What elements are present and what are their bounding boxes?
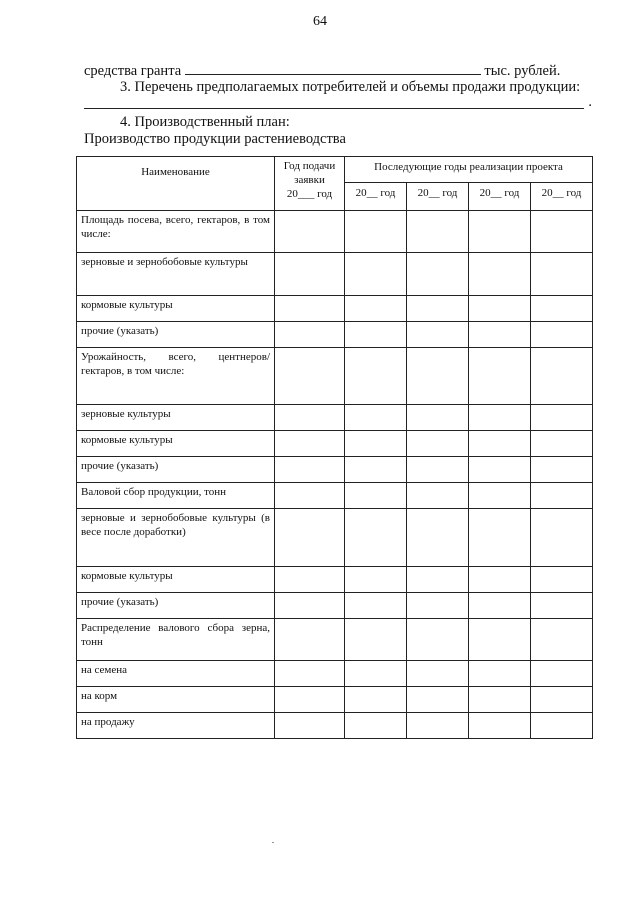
table-cell	[275, 457, 345, 483]
header-year-col: 20__ год	[469, 183, 531, 211]
table-cell	[407, 483, 469, 509]
header-application-year-line1: Год подачи	[283, 160, 336, 172]
table-cell	[345, 322, 407, 348]
table-cell	[531, 687, 593, 713]
table-cell	[469, 457, 531, 483]
table-cell	[469, 253, 531, 296]
table-cell	[407, 322, 469, 348]
table-cell	[275, 348, 345, 405]
table-cell	[407, 296, 469, 322]
row-label: на семена	[77, 661, 275, 687]
table-cell	[345, 457, 407, 483]
table-cell	[345, 687, 407, 713]
header-year-col: 20__ год	[345, 183, 407, 211]
consumers-blank-period: .	[588, 94, 592, 110]
table-cell	[345, 348, 407, 405]
table-cell	[345, 296, 407, 322]
table-cell	[469, 483, 531, 509]
item-3-heading: 3. Перечень предполагаемых потребителей и объемы продажи продукции:	[120, 79, 581, 95]
table-cell	[531, 619, 593, 661]
table-cell	[469, 348, 531, 405]
table-cell	[345, 661, 407, 687]
table-cell	[531, 296, 593, 322]
table-cell	[407, 211, 469, 253]
grant-line-prefix: средства гранта	[84, 63, 182, 79]
table-cell	[531, 593, 593, 619]
table-cell	[345, 253, 407, 296]
table-row	[77, 457, 593, 483]
table-row	[77, 593, 593, 619]
header-application-year-line3: 20___ год	[286, 188, 333, 200]
page-number: 64	[313, 14, 327, 29]
row-label: зерновые и зернобобовые культуры	[77, 253, 275, 296]
row-label: кормовые культуры	[77, 431, 275, 457]
table-cell	[275, 661, 345, 687]
table-row	[77, 211, 593, 253]
table-cell	[407, 593, 469, 619]
table-cell	[469, 405, 531, 431]
consumers-blank-line	[84, 95, 592, 109]
table-cell	[275, 405, 345, 431]
table-cell	[275, 713, 345, 739]
table-cell	[469, 509, 531, 567]
table-cell	[275, 431, 345, 457]
row-label: зерновые культуры	[77, 405, 275, 431]
table-row	[77, 661, 593, 687]
table-cell	[345, 405, 407, 431]
table-cell	[531, 211, 593, 253]
table-cell	[531, 405, 593, 431]
table-cell	[345, 593, 407, 619]
table-cell	[469, 593, 531, 619]
table-cell	[531, 713, 593, 739]
row-label: Урожайность, всего, центнеров/гектаров, в том числе:	[77, 348, 275, 405]
table-cell	[407, 567, 469, 593]
table-cell	[407, 405, 469, 431]
row-label: Площадь посева, всего, гектаров, в том числе:	[77, 211, 275, 253]
header-year-col: 20__ год	[407, 183, 469, 211]
table-cell	[345, 509, 407, 567]
table-cell	[345, 211, 407, 253]
table-row	[77, 405, 593, 431]
table-cell	[345, 431, 407, 457]
table-cell	[275, 253, 345, 296]
table-row	[77, 483, 593, 509]
table-cell	[469, 567, 531, 593]
table-cell	[407, 348, 469, 405]
table-cell	[275, 619, 345, 661]
row-label: Валовой сбор продукции, тонн	[77, 483, 275, 509]
table-row	[77, 567, 593, 593]
row-label: прочие (указать)	[77, 593, 275, 619]
table-row	[77, 296, 593, 322]
table-row	[77, 619, 593, 661]
table-cell	[531, 253, 593, 296]
table-cell	[345, 619, 407, 661]
table-cell	[407, 431, 469, 457]
table-cell	[275, 567, 345, 593]
table-cell	[275, 509, 345, 567]
consumers-blank	[84, 108, 584, 109]
table-cell	[275, 687, 345, 713]
table-cell	[531, 661, 593, 687]
table-cell	[407, 661, 469, 687]
table-cell	[345, 567, 407, 593]
item-4-heading: 4. Производственный план:	[120, 114, 290, 130]
header-name: Наименование	[77, 157, 275, 211]
table-cell	[407, 713, 469, 739]
table-cell	[275, 593, 345, 619]
table-row	[77, 322, 593, 348]
table-cell	[469, 687, 531, 713]
grant-amount-blank	[185, 62, 481, 75]
table-cell	[407, 619, 469, 661]
row-label: кормовые культуры	[77, 567, 275, 593]
table-cell	[275, 211, 345, 253]
table-subtitle: Производство продукции растениеводства	[84, 131, 346, 147]
table-cell	[407, 253, 469, 296]
table-cell	[469, 431, 531, 457]
row-label: на корм	[77, 687, 275, 713]
grant-line	[84, 62, 560, 80]
row-label: на продажу	[77, 713, 275, 739]
table-row	[77, 509, 593, 567]
table-cell	[531, 509, 593, 567]
table-cell	[275, 322, 345, 348]
production-plan-table	[76, 156, 593, 739]
table-cell	[531, 431, 593, 457]
table-cell	[531, 457, 593, 483]
table-row	[77, 253, 593, 296]
table-cell	[531, 567, 593, 593]
table-cell	[407, 509, 469, 567]
row-label: прочие (указать)	[77, 322, 275, 348]
table-cell	[275, 483, 345, 509]
table-cell	[531, 483, 593, 509]
table-row	[77, 348, 593, 405]
header-following-years: Последующие годы реализации проекта	[345, 157, 593, 183]
row-label: прочие (указать)	[77, 457, 275, 483]
scan-speck	[272, 842, 274, 843]
grant-line-suffix: тыс. рублей.	[484, 63, 561, 79]
header-application-year-line2: заявки	[294, 174, 325, 186]
table-cell	[531, 322, 593, 348]
table-cell	[469, 661, 531, 687]
header-application-year	[275, 157, 345, 211]
row-label: Распределение валового сбора зерна, тонн	[77, 619, 275, 661]
table-cell	[345, 483, 407, 509]
table-cell	[407, 457, 469, 483]
table-cell	[275, 296, 345, 322]
table-cell	[469, 713, 531, 739]
row-label: кормовые культуры	[77, 296, 275, 322]
table-cell	[469, 322, 531, 348]
table-cell	[531, 348, 593, 405]
row-label: зерновые и зернобобовые культуры (в весе после доработки)	[77, 509, 275, 567]
table-cell	[469, 211, 531, 253]
table-cell	[469, 619, 531, 661]
table-row	[77, 431, 593, 457]
header-year-col: 20__ год	[531, 183, 593, 211]
table-cell	[345, 713, 407, 739]
table-row	[77, 687, 593, 713]
table-cell	[407, 687, 469, 713]
table-row	[77, 713, 593, 739]
table-cell	[469, 296, 531, 322]
